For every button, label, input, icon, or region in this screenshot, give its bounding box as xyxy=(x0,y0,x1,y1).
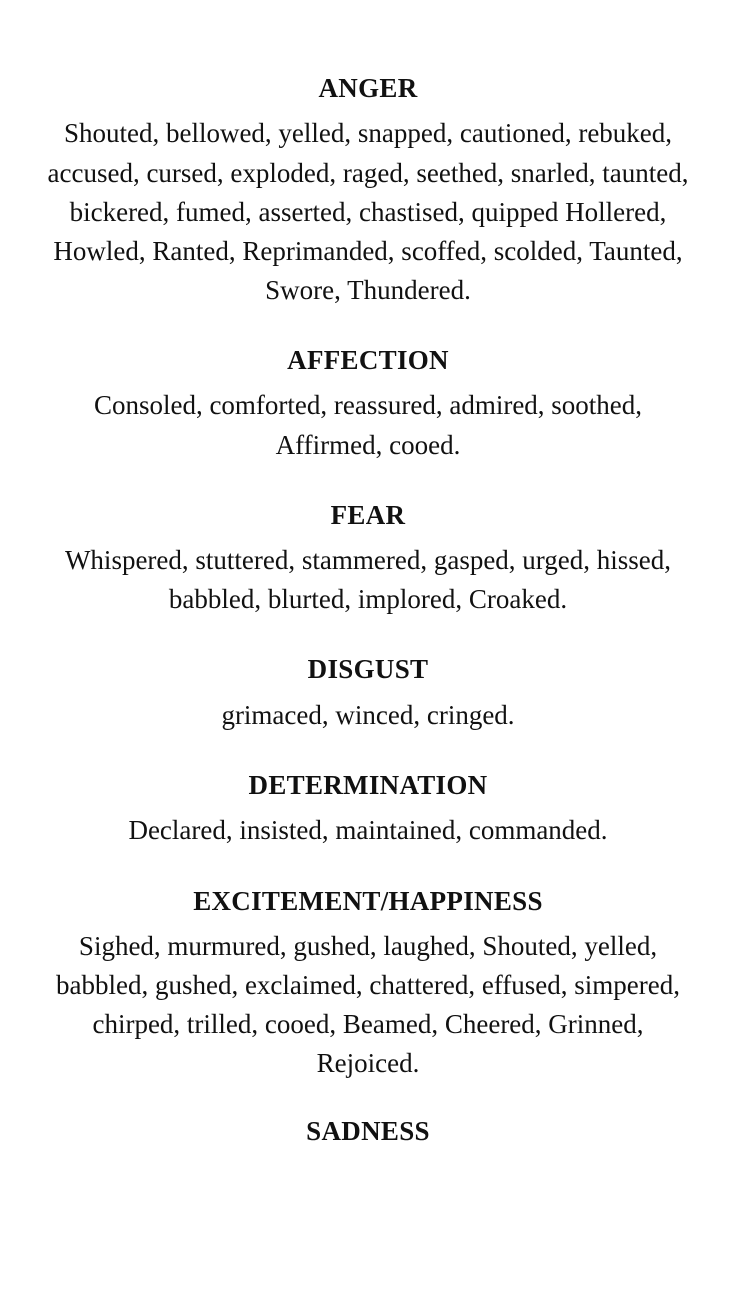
section-body: grimaced, winced, cringed. xyxy=(221,699,515,730)
section-body: Shouted, bellowed, yelled, snapped, cautioned, rebuked, accused, cursed, exploded, raged, seethed, snarled, taunted, bickered, fumed, asserted, chastised, quipped Hollered, Howled, Ranted, Reprimanded, scoffed, scolded, Taunted, Swore, Thundered. xyxy=(47,118,689,305)
section-excitement-happiness xyxy=(32,885,704,1084)
section-anger xyxy=(32,72,704,310)
section-fear xyxy=(32,499,704,620)
section-body: Consoled, comforted, reassured, admired, soothed, Affirmed, cooed. xyxy=(93,390,643,460)
section-heading: DETERMINATION xyxy=(248,769,488,800)
section-heading: EXCITEMENT/HAPPINESS xyxy=(193,885,543,916)
section-heading: SADNESS xyxy=(306,1116,430,1147)
section-determination xyxy=(32,769,704,851)
section-disgust xyxy=(32,653,704,735)
section-heading: DISGUST xyxy=(307,654,429,685)
section-sadness xyxy=(32,1115,704,1147)
section-heading: FEAR xyxy=(330,499,406,530)
section-affection xyxy=(32,344,704,465)
section-body: Declared, insisted, maintained, commanded. xyxy=(128,815,608,846)
section-heading: AFFECTION xyxy=(287,345,449,376)
section-body: Sighed, murmured, gushed, laughed, Shouted, yelled, babbled, gushed, exclaimed, chattered, effused, simpered, chirped, trilled, cooed, Beamed, Cheered, Grinned, Rejoiced. xyxy=(55,930,681,1079)
section-body: Whispered, stuttered, stammered, gasped, urged, hissed, babbled, blurted, implored, Croaked. xyxy=(64,545,672,615)
section-heading: ANGER xyxy=(318,73,418,103)
